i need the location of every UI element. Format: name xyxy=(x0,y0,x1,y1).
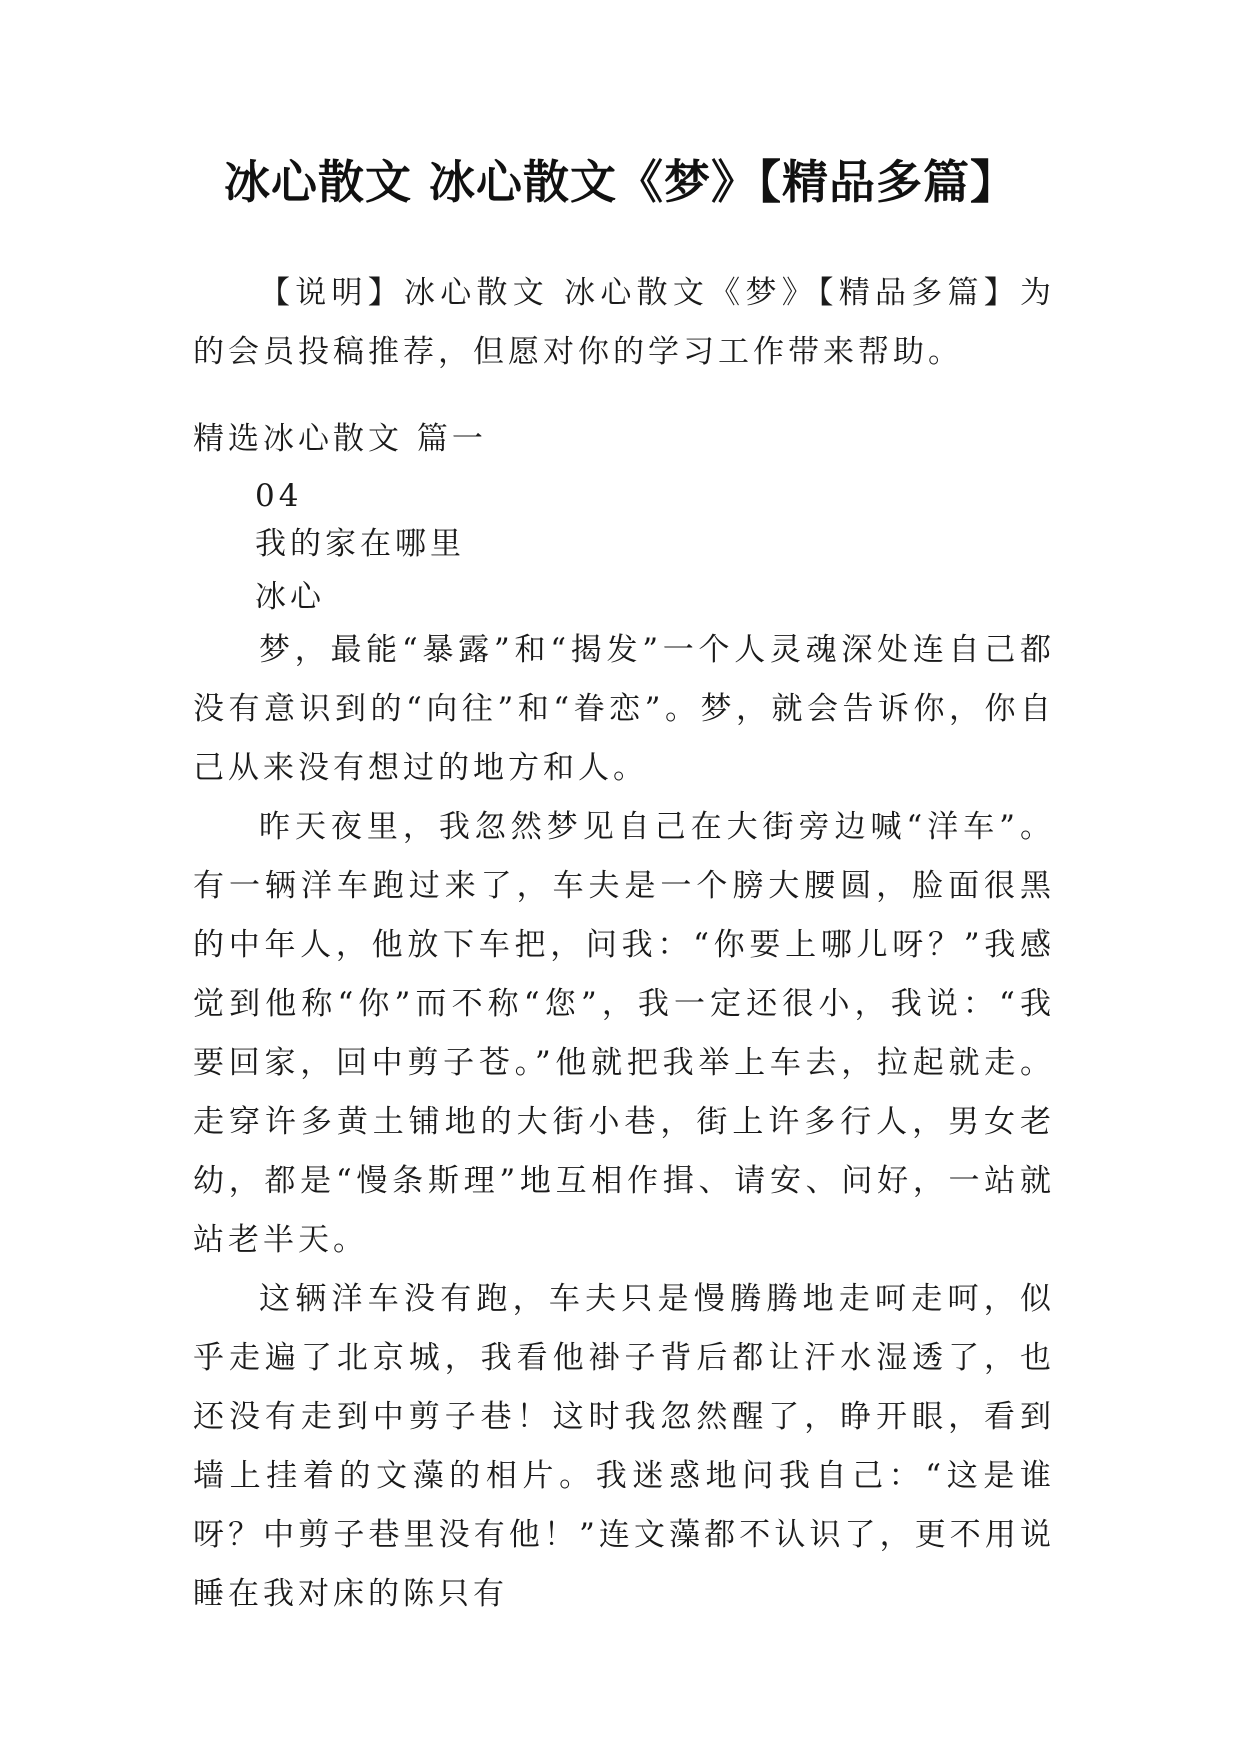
essay-paragraph: 昨天夜里，我忽然梦见自己在大街旁边喊“洋车”。有一辆洋车跑过来了，车夫是一个膀大腰圆，脸面很黑的中年人，他放下车把，问我：“你要上哪儿呀？”我感觉到他称“你”而不称“您”，我一定还很小，我说：“我要回家，回中剪子苍。”他就把我举上车去，拉起就走。走穿许多黄土铺地的大街小巷，街上许多行人，男女老幼，都是“慢条斯理”地互相作揖、请安、问好，一站就站老半天。 xyxy=(193,809,1055,1258)
essay-paragraph: 这辆洋车没有跑，车夫只是慢腾腾地走呵走呵，似乎走遍了北京城，我看他褂子背后都让汗水湿透了，也还没有走到中剪子巷！这时我忽然醒了，睁开眼，看到墙上挂着的文藻的相片。我迷惑地问我自己：“这是谁呀？中剪子巷里没有他！”连文藻都不认识了，更不用说睡在我对床的陈只有 xyxy=(193,1281,1055,1612)
essay-body xyxy=(193,621,1055,1624)
section-heading: 精选冰心散文 篇一 xyxy=(193,421,487,457)
essay-title: 我的家在哪里 xyxy=(255,526,465,562)
essay-paragraph: 梦，最能“暴露”和“揭发”一个人灵魂深处连自己都没有意识到的“向往”和“眷恋”。梦，就会告诉你，你自己从来没有想过的地方和人。 xyxy=(193,632,1055,786)
essay-number: 04 xyxy=(255,478,303,514)
intro-paragraph xyxy=(193,264,1055,382)
intro-text: 【说明】冰心散文 冰心散文《梦》【精品多篇】为的会员投稿推荐，但愿对你的学习工作带来帮助。 xyxy=(193,275,1055,370)
essay-author: 冰心 xyxy=(255,579,325,615)
document-title: 冰心散文 冰心散文《梦》【精品多篇】 xyxy=(223,155,1017,209)
